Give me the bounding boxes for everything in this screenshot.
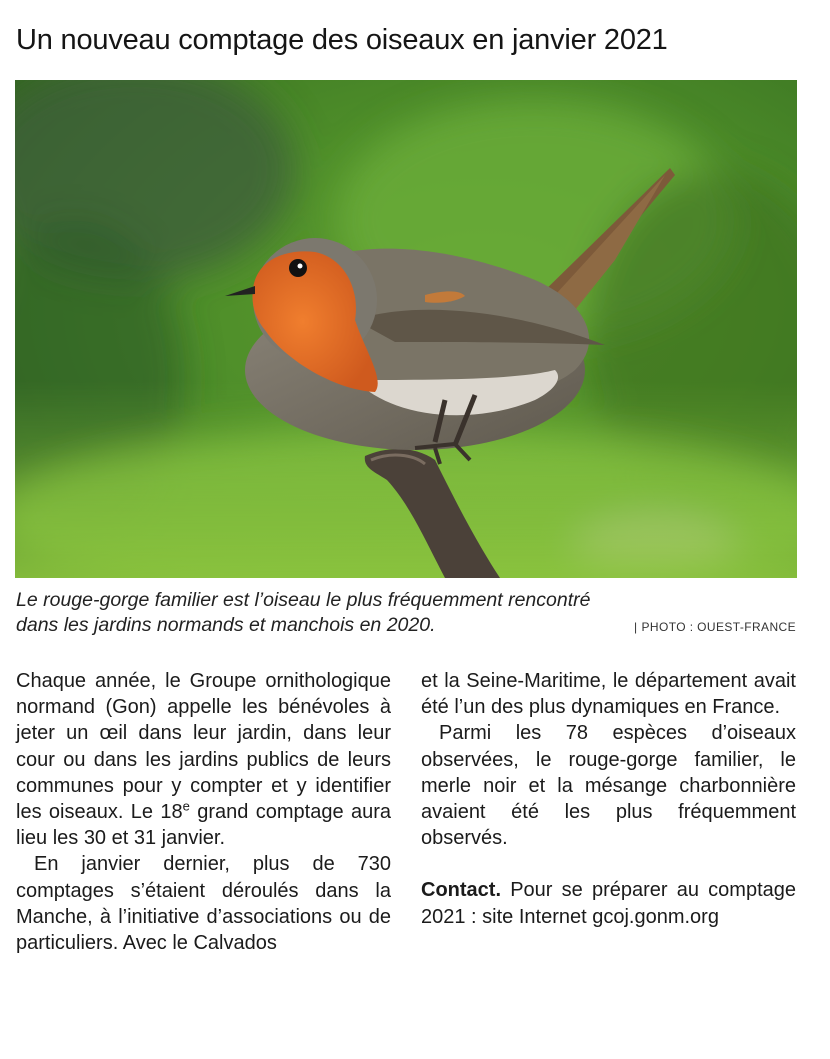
- headline: Un nouveau comptage des oiseaux en janvier 2021: [16, 24, 668, 56]
- ordinal-suffix: e: [182, 798, 190, 814]
- column-left: [16, 668, 391, 956]
- column-right: [421, 668, 796, 930]
- paragraph-3: Parmi les 78 espèces d’oiseaux observées, le rouge-gorge familier, le merle noir et la mésange charbonnière avaient été les plus fréquemment observés.: [421, 722, 796, 850]
- paragraph-1-text: Chaque année, le Groupe ornithologique normand (Gon) appelle les bénévoles à jeter un œil dans leur jardin, dans leur cour ou dans les jardins publics de leurs communes pour y compter et y identifier les oiseaux. Le 18: [16, 670, 391, 824]
- photo-credit: [634, 620, 796, 634]
- contact-paragraph: [421, 877, 796, 929]
- caption-line-2: dans les jardins normands et manchois en 2020.: [16, 614, 436, 636]
- credit-separator: |: [634, 620, 638, 634]
- paragraph-1: [16, 668, 391, 851]
- contact-label: Contact.: [421, 879, 501, 902]
- credit-text: PHOTO : OUEST-FRANCE: [641, 620, 796, 634]
- paragraph-1-end: grand comptage aura lieu les 30 et 31 janvier.: [16, 801, 391, 850]
- paragraph-2-continued: et la Seine-Maritime, le département avait été l’un des plus dynamiques en France.: [421, 670, 796, 719]
- robin-bird-icon: [15, 80, 797, 578]
- robin-photo: [15, 80, 797, 578]
- paragraph-2: En janvier dernier, plus de 730 comptages s’étaient déroulés dans la Manche, à l’initiative d’associations ou de particuliers. Avec le Calvados: [16, 853, 391, 955]
- contact-text: Pour se préparer au comptage 2021 : site Internet gcoj.gonm.org: [421, 879, 796, 928]
- photo-caption: [16, 588, 656, 638]
- caption-line-1: Le rouge-gorge familier est l’oiseau le plus fréquemment rencontré: [16, 589, 591, 611]
